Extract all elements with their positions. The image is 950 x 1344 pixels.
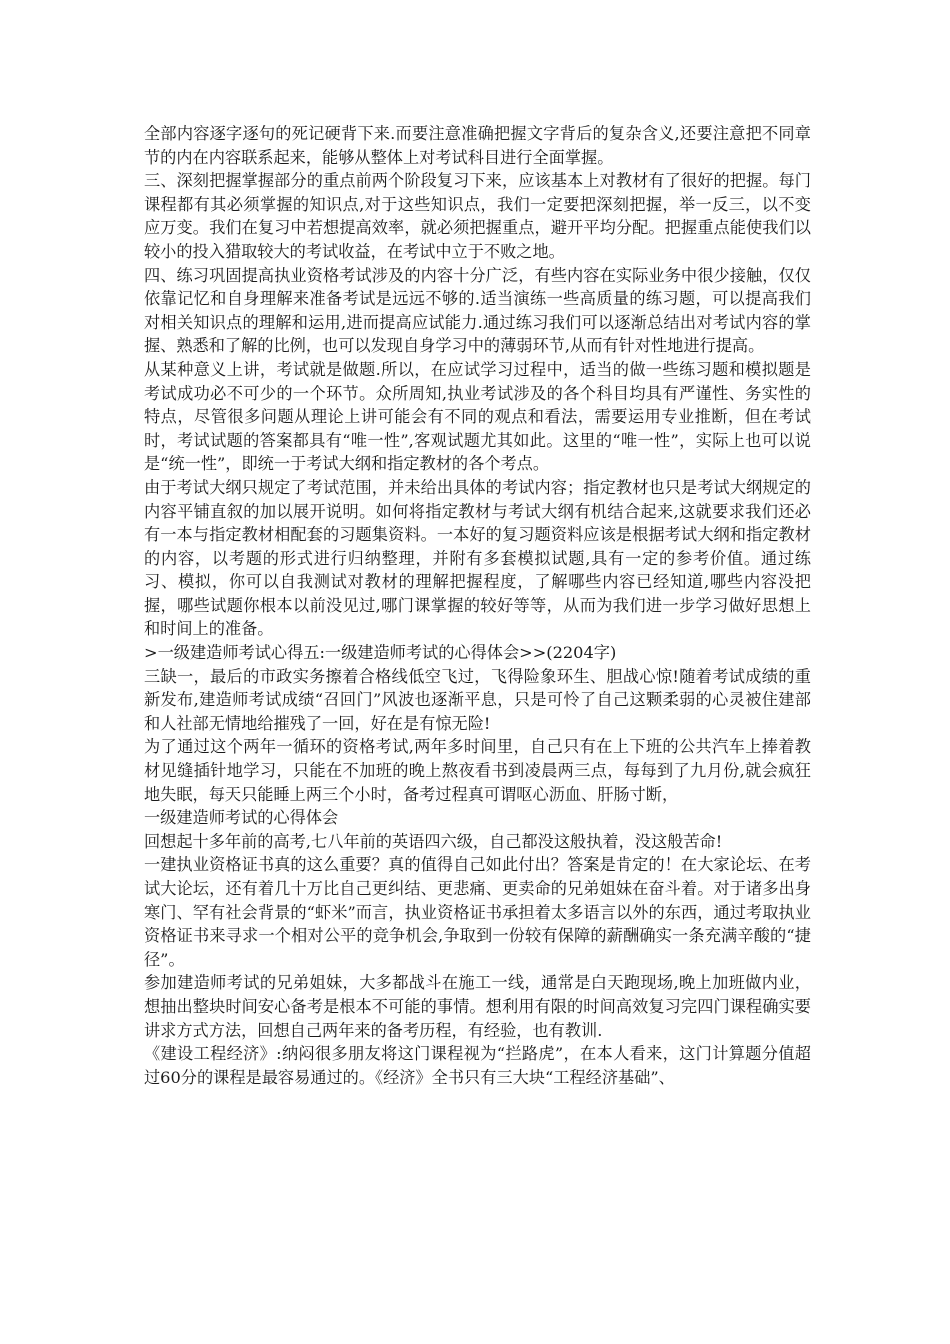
document-page: [144, 122, 811, 1089]
paragraph-recollection: 回想起十多年前的高考,七八年前的英语四六级，自己都没这般执着，没这般苦命!: [144, 831, 723, 851]
paragraph-exam-outline: 由于考试大纲只规定了考试范围，并未给出具体的考试内容；指定教材也只是考试大纲规定的内容平铺直叙的加以展开说明。如何将指定教材与考试大纲有机结合起来,这就要求我们还必有一本与指定教材相配套的习题集资料。一本好的复习题资料应该是根据考试大纲和指定教材的内容，以考题的形式进行归纳整理，并附有多套模拟试题,具有一定的参考价值。通过练习、模拟，你可以自我测试对教材的理解把握程度，了解哪些内容已经知道,哪些内容没把握，哪些试题你根本以前没见过,哪门课掌握的较好等等，从而为我们进一步学习做好思想上和时间上的准备。: [144, 477, 811, 639]
paragraph-certificate-value: 一建执业资格证书真的这么重要？真的值得自己如此付出？答案是肯定的！在大家论坛、在考试大论坛，还有着几十万比自己更纠结、更悲痛、更卖命的兄弟姐妹在奋斗着。对于诸多出身寒门、罕有社会背景的“虾米”而言，执业资格证书承担着太多语言以外的东西，通过考取执业资格证书来寻求一个相对公平的竞争机会,争取到一份较有保障的薪酬确实一条充满辛酸的“捷径”。: [144, 855, 811, 969]
paragraph-economics-course: 《建设工程经济》:纳闷很多朋友将这门课程视为“拦路虎”，在本人看来，这门计算题分值超过60分的课程是最容易通过的。《经济》全书只有三大块“工程经济基础”、: [144, 1044, 811, 1087]
paragraph-exam-takers: 参加建造师考试的兄弟姐妹，大多都战斗在施工一线，通常是白天跑现场,晚上加班做内业，想抽出整块时间安心备考是根本不可能的事情。想利用有限的时间高效复习完四门课程确实要讲求方式方法，回想自己两年来的备考历程，有经验，也有教训.: [144, 973, 811, 1040]
paragraph-memorize-note: 全部内容逐字逐句的死记硬背下来.而要注意准确把握文字背后的复杂含义,还要注意把不同章节的内在内容联系起来，能够从整体上对考试科目进行全面掌握。: [144, 124, 811, 167]
paragraph-article-heading: >一级建造师考试心得五:一级建造师考试的心得体会>>(2204字): [144, 643, 617, 663]
paragraph-study-effort: 为了通过这个两年一循环的资格考试,两年多时间里，自己只有在上下班的公共汽车上捧着教材见缝插针地学习，只能在不加班的晚上熬夜看书到凌晨两三点，每每到了九月份,就会疯狂地失眠，每天只能睡上两三个小时，备考过程真可谓呕心沥血、肝肠寸断，: [144, 737, 811, 804]
paragraph-section-four: 四、练习巩固提高执业资格考试涉及的内容十分广泛，有些内容在实际业务中很少接触，仅仅依靠记忆和自身理解来准备考试是远远不够的.适当演练一些高质量的练习题，可以提高我们对相关知识点的理解和运用,进而提高应试能力.通过练习我们可以逐渐总结出对考试内容的掌握、熟悉和了解的比例，也可以发现自身学习中的薄弱环节,从而有针对性地进行提高。: [144, 265, 811, 356]
paragraph-subheading: 一级建造师考试的心得体会: [144, 808, 339, 828]
paragraph-three-missing-one: 三缺一，最后的市政实务擦着合格线低空飞过，飞得险象环生、胆战心惊!随着考试成绩的重新发布,建造师考试成绩“召回门”风波也逐渐平息，只是可怜了自己这颗柔弱的心灵被住建部和人社部无情地给摧残了一回，好在是有惊无险!: [144, 666, 811, 733]
paragraph-exam-practice: 从某种意义上讲，考试就是做题.所以，在应试学习过程中，适当的做一些练习题和模拟题是考试成功必不可少的一个环节。众所周知,执业考试涉及的各个科目均具有严谨性、务实性的特点，尽管很多问题从理论上讲可能会有不同的观点和看法，需要运用专业推断，但在考试时，考试试题的答案都具有“唯一性”,客观试题尤其如此。这里的“唯一性”，实际上也可以说是“统一性”，即统一于考试大纲和指定教材的各个考点。: [144, 359, 811, 474]
paragraph-section-three: 三、深刻把握掌握部分的重点前两个阶段复习下来，应该基本上对教材有了很好的把握。每门课程都有其必须掌握的知识点,对于这些知识点，我们一定要把深刻把握，举一反三，以不变应万变。我们在复习中若想提高效率，就必须把握重点，避开平均分配。把握重点能使我们以较小的投入猎取较大的考试收益，在考试中立于不败之地。: [144, 171, 811, 261]
